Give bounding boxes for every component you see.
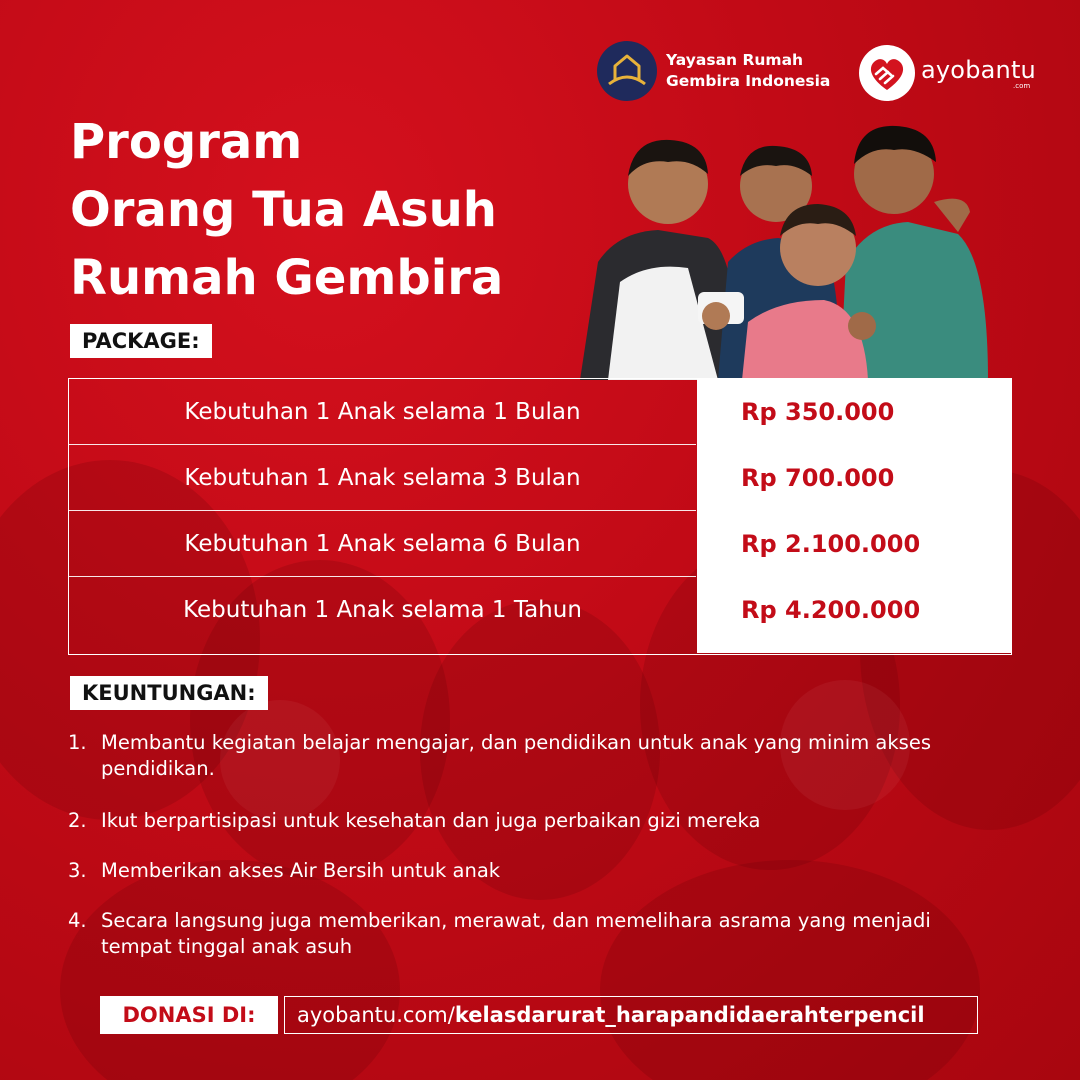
package-table [68, 378, 1012, 655]
donation-url-domain: ayobantu.com/ [297, 1003, 455, 1027]
organization-name-line1: Yayasan Rumah [666, 51, 804, 69]
organization-name [666, 50, 866, 92]
background-figure [600, 860, 980, 1080]
title-line2: Orang Tua Asuh [70, 182, 497, 238]
partner-suffix: .com [1013, 82, 1031, 90]
list-item-number: 3. [68, 859, 87, 882]
list-item-text: Membantu kegiatan belajar mengajar, dan pendidikan untuk anak yang minim akses pendidikan. [101, 731, 931, 780]
package-row [69, 577, 1011, 643]
list-item-text: Ikut berpartisipasi untuk kesehatan dan juga perbaikan gizi mereka [101, 809, 761, 832]
background-figure [60, 860, 400, 1080]
package-price: Rp 2.100.000 [697, 511, 1011, 577]
donation-url-path: kelasdarurat_harapandidaerahterpencil [454, 1003, 925, 1027]
package-price: Rp 700.000 [697, 445, 1011, 511]
package-row [69, 511, 1011, 577]
list-item-text: Memberikan akses Air Bersih untuk anak [101, 859, 501, 882]
package-row [69, 379, 1011, 445]
package-name: Kebutuhan 1 Anak selama 6 Bulan [69, 511, 696, 577]
children-photo [578, 112, 1000, 380]
organization-name-line2: Gembira Indonesia [666, 72, 831, 90]
package-label: PACKAGE: [70, 324, 212, 358]
house-arch-logo-icon [596, 40, 658, 102]
page-title [70, 108, 503, 312]
donation-url[interactable] [284, 996, 978, 1034]
package-price: Rp 350.000 [697, 379, 1011, 445]
benefits-label: KEUNTUNGAN: [70, 676, 268, 710]
partner-name: ayobantu [921, 56, 1036, 84]
list-item-number: 2. [68, 809, 87, 832]
package-row [69, 445, 1011, 511]
list-item-text: Secara langsung juga memberikan, merawat, dan memelihara asrama yang menjadi tempat tinggal anak asuh [101, 909, 931, 958]
package-price: Rp 4.200.000 [697, 577, 1011, 653]
list-item-number: 1. [68, 731, 87, 754]
list-item-number: 4. [68, 909, 87, 932]
package-name: Kebutuhan 1 Anak selama 1 Tahun [183, 597, 582, 623]
title-line3: Rumah Gembira [70, 250, 504, 306]
title-line1: Program [70, 114, 303, 170]
package-name: Kebutuhan 1 Anak selama 3 Bulan [69, 445, 696, 511]
donation-label: DONASI DI: [100, 996, 278, 1034]
package-name: Kebutuhan 1 Anak selama 1 Bulan [69, 379, 696, 445]
hands-heart-logo-icon [858, 44, 916, 102]
